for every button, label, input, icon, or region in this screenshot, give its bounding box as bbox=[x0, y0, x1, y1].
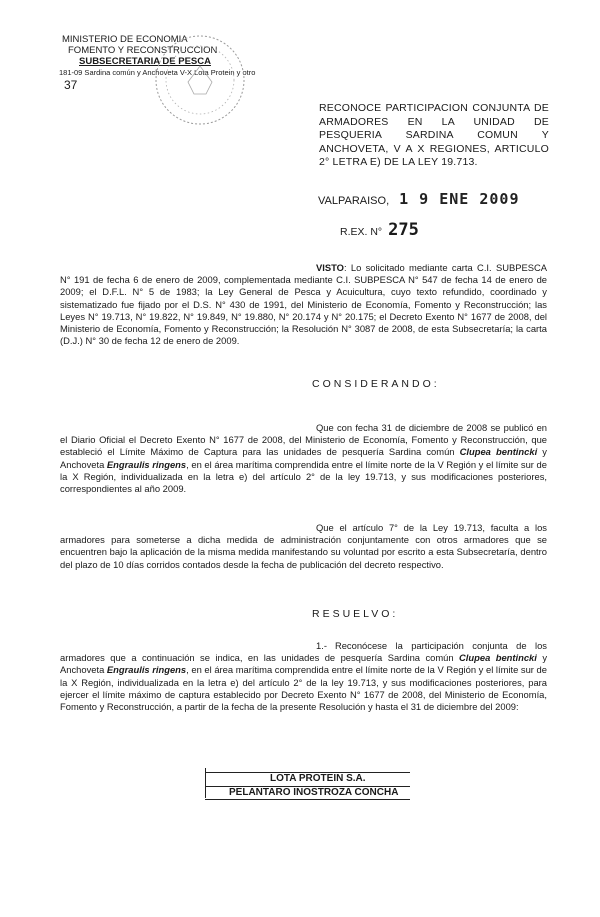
species-name: Engraulis ringens bbox=[106, 458, 187, 470]
considerando-heading: CONSIDERANDO: bbox=[312, 378, 440, 390]
handwritten-initials: 37 bbox=[64, 78, 78, 92]
resuelvo-paragraph-1 bbox=[60, 640, 547, 713]
date-line bbox=[318, 190, 520, 208]
rex-number: 275 bbox=[388, 220, 419, 240]
considerando-p1-text: Que con fecha 31 de diciembre de 2008 se publicó en el Diario Oficial el Decreto Exento N° 1677 de 2008, del Ministerio de Economía, Fomento y Reconstrucción, que estableció el Límite Máximo de Captura para las unidades de pesquería Sardina común bbox=[60, 422, 547, 458]
armador-row: LOTA PROTEIN S.A. bbox=[270, 773, 366, 784]
armador-row: PELANTARO INOSTROZA CONCHA bbox=[229, 787, 399, 798]
species-name: Clupea bentincki bbox=[459, 652, 537, 664]
visto-paragraph bbox=[60, 262, 547, 347]
ministry-name: MINISTERIO DE ECONOMIA bbox=[62, 34, 188, 45]
considerando-p1-text: , en el área marítima comprendida entre el límite norte de la V Región y el límite sur de la X Región, individualizada en la letra e) del artículo 2° de la ley 19.713, y sus modificaciones posteriores, correspondientes al año 2009. bbox=[60, 458, 547, 495]
item-number: 1.- bbox=[316, 640, 327, 651]
resolution-title: RECONOCE PARTICIPACION CONJUNTA DE ARMADORES EN LA UNIDAD DE PESQUERIA SARDINA COMUN Y ANCHOVETA, V A X REGIONES, ARTICULO 2° LETRA E) DE LA LEY 19.713. bbox=[319, 102, 549, 168]
visto-label: VISTO bbox=[316, 262, 344, 273]
rex-label: R.EX. N° bbox=[340, 226, 383, 238]
resolution-number bbox=[340, 220, 419, 240]
resuelvo-heading: RESUELVO: bbox=[312, 608, 399, 620]
resuelvo-text: Reconócese la participación conjunta de los armadores que a continuación se indica, en las unidades de pesquería Sardina común bbox=[60, 640, 547, 664]
resuelvo-text: , en el área marítima comprendida entre el límite norte de la V Región y el límite sur de la X Región, individualizada en la letra e) del artículo 2° de la ley 19.713, y sus modificaciones posteriores, para ejercer el límite máximo de captura establecido por Decreto Exento N° 1677 de 2008, del Ministerio de Economía, Fomento y Reconstrucción, a partir de la fecha de la presente Resolución y hasta el 31 de diciembre del 2009: bbox=[60, 664, 547, 713]
considerando-p1-text: y Anchoveta bbox=[60, 446, 547, 470]
table-rule bbox=[205, 799, 410, 800]
visto-text: : Lo solicitado mediante carta C.I. SUBPESCA N° 191 de fecha 6 de enero de 2009, complementada mediante C.I. SUBPESCA N° 547 de fecha 14 de enero de 2009; el D.F.L. N° 5 de 1983; la Ley General de Pesca y Acuicultura, cuyo texto refundido, coordinado y sistematizado fue fijado por el D.S. N° 430 de 1991, del Ministerio de Economía, Fomento y Reconstrucción; las Leyes N° 19.713, N° 19.822, N° 19.849, N° 19.880, N° 20.174 y N° 20.175; el Decreto Exento N° 1677 de 2008, del Ministerio de Economía, Fomento y Reconstrucción; la Resolución N° 3087 de 2008, de esta Subsecretaría; la carta (D.J.) N° 30 de fecha 12 de enero de 2009. bbox=[60, 262, 547, 347]
considerando-paragraph-2 bbox=[60, 522, 547, 571]
file-reference: 181-09 Sardina común y Anchoveta V-X Lota Protein y otro bbox=[59, 68, 256, 77]
date-stamp: 1 9 ENE 2009 bbox=[399, 190, 520, 208]
ministry-name-line2: FOMENTO Y RECONSTRUCCION bbox=[68, 45, 218, 56]
subsecretaria-name: SUBSECRETARIA DE PESCA bbox=[79, 56, 211, 67]
considerando-paragraph-1 bbox=[60, 422, 547, 495]
species-name: Clupea bentincki bbox=[459, 446, 538, 458]
city-label: VALPARAISO, bbox=[318, 195, 390, 207]
species-name: Engraulis ringens bbox=[106, 664, 187, 676]
resuelvo-text: y Anchoveta bbox=[60, 652, 548, 676]
official-seal-icon bbox=[150, 30, 250, 130]
considerando-p2-text: Que el artículo 7° de la Ley 19.713, faculta a los armadores para someterse a dicha medida de administración conjuntamente con otros armadores que se encuentren bajo la aplicación de la misma medida manifestando su voluntad por escrito a esta Subsecretaría, dentro del plazo de 10 días corridos contados desde la fecha de publicación del decreto respectivo. bbox=[60, 522, 547, 570]
